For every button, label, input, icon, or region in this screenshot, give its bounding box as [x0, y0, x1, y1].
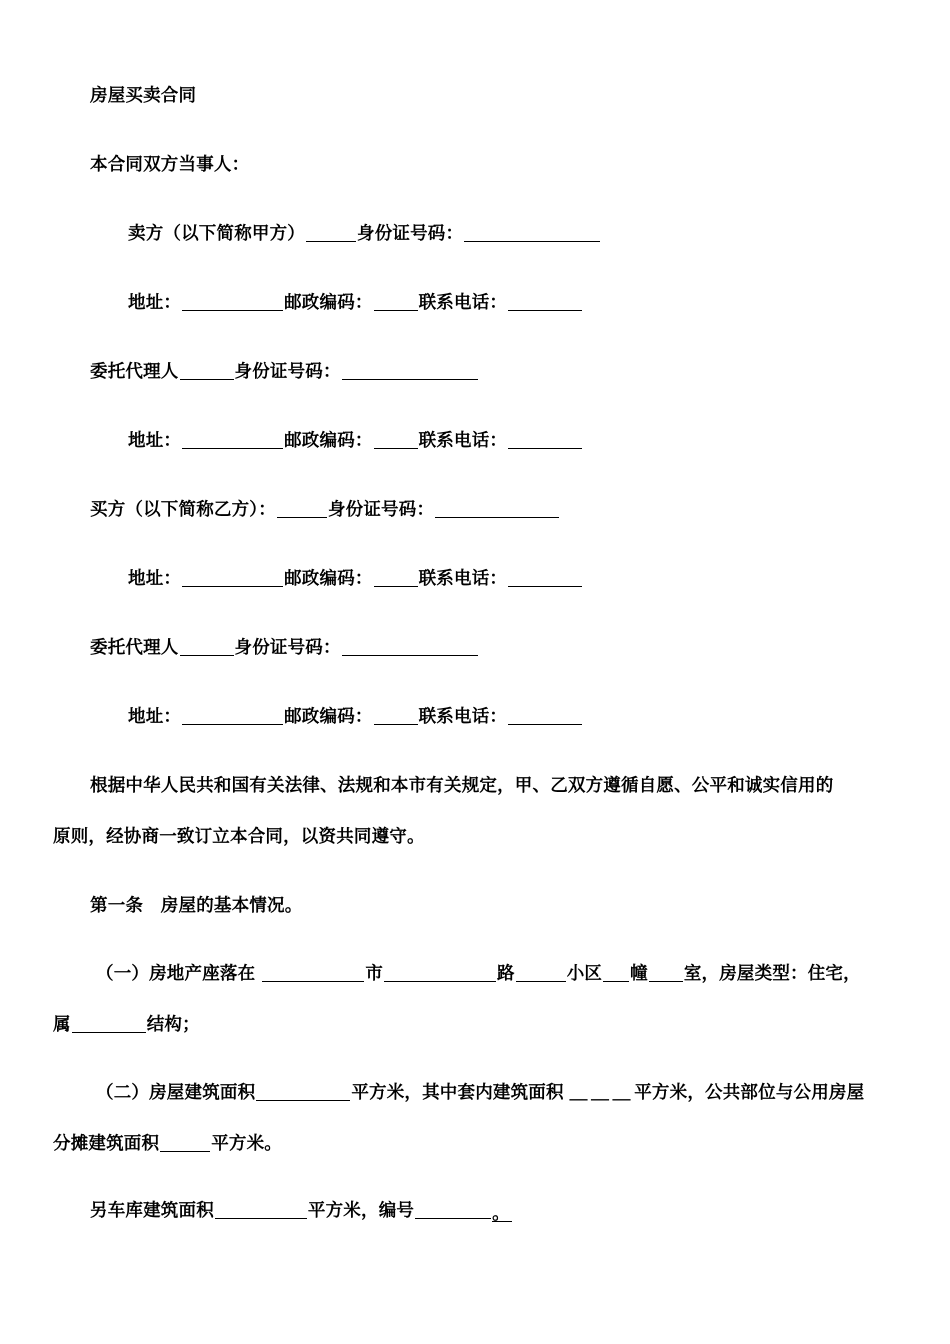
- road-label: 路: [497, 964, 515, 984]
- seller-line: [128, 223, 601, 245]
- preamble-line-1: [90, 775, 833, 797]
- garage-number-blank: [415, 1200, 491, 1219]
- agent-name-blank: [180, 361, 234, 380]
- city-label: 市: [365, 964, 384, 984]
- preamble-text: 根据中华人民共和国有关法律、法规和本市有关规定，甲、乙双方遵循自愿、公平和诚实信用的: [90, 776, 834, 796]
- garage-unit: 平方米，编号: [307, 1201, 415, 1221]
- buyer-label: 买方（以下简称乙方）：: [90, 500, 276, 520]
- structure-prefix: 属: [53, 1015, 71, 1035]
- parties-heading-text: 本合同双方当事人：: [90, 155, 250, 175]
- shared-area-blank: [160, 1133, 210, 1152]
- phone-blank: [508, 292, 582, 311]
- preamble-text: 原则，经协商一致订立本合同，以资共同遵守。: [53, 827, 425, 847]
- postcode-label: 邮政编码：: [284, 707, 373, 727]
- location-blank: [262, 963, 364, 982]
- phone-label: 联系电话：: [418, 707, 508, 727]
- unit-label: 平方米。: [211, 1134, 283, 1154]
- address-label: 地址：: [128, 569, 182, 589]
- address-blank: [182, 292, 283, 311]
- buyer-id-label: 身份证号码：: [327, 500, 435, 520]
- clause2-prefix: （二）房屋建筑面积: [96, 1083, 256, 1103]
- postcode-label: 邮政编码：: [284, 293, 373, 313]
- postcode-blank: [374, 706, 418, 725]
- agent-label: 委托代理人: [90, 362, 179, 382]
- room-label: 室，房屋类型：住宅，: [683, 964, 861, 984]
- seller-id-blank: [464, 223, 600, 242]
- clause2-line-1: [96, 1082, 864, 1104]
- parties-heading: [90, 154, 249, 176]
- buyer-line: [90, 499, 560, 521]
- buyer-agent-address-line: [128, 706, 583, 728]
- address-blank: [182, 430, 283, 449]
- address-blank: [182, 568, 283, 587]
- agent-id-label: 身份证号码：: [234, 362, 341, 382]
- clause1-line-1: [96, 963, 861, 985]
- district-blank: [603, 963, 629, 982]
- garage-prefix: 另车库建筑面积: [90, 1201, 214, 1221]
- address-label: 地址：: [128, 707, 182, 727]
- garage-line: [90, 1200, 512, 1222]
- agent-id-label: 身份证号码：: [234, 638, 341, 658]
- phone-blank: [508, 568, 582, 587]
- clause1-prefix: （一）房地产座落在: [96, 964, 256, 984]
- postcode-blank: [374, 292, 418, 311]
- buyer-address-line: [128, 568, 583, 590]
- article1-heading: [90, 895, 302, 917]
- postcode-label: 邮政编码：: [284, 569, 373, 589]
- structure-label: 结构；: [146, 1015, 200, 1035]
- road-blank: [516, 963, 566, 982]
- preamble-line-2: [53, 826, 425, 848]
- structure-blank: [72, 1014, 146, 1033]
- building-label: 幢: [630, 964, 648, 984]
- district-label: 小区: [566, 964, 603, 984]
- phone-blank: [508, 706, 582, 725]
- agent-label: 委托代理人: [90, 638, 179, 658]
- agent-id-blank: [342, 361, 478, 380]
- garage-end: 。: [492, 1204, 510, 1224]
- seller-label: 卖方（以下简称甲方）: [128, 224, 305, 244]
- unit-label: 平方米，公共部位与公用房屋: [634, 1083, 865, 1103]
- city-blank: [384, 963, 496, 982]
- seller-agent-address-line: [128, 430, 583, 452]
- agent-name-blank: [180, 637, 234, 656]
- document-title: [90, 85, 196, 107]
- title-text: 房屋买卖合同: [90, 86, 197, 106]
- buyer-agent-line: [90, 637, 479, 659]
- inner-area-blank: ＿＿＿: [569, 1083, 635, 1103]
- seller-name-blank: [306, 223, 356, 242]
- agent-id-blank: [342, 637, 478, 656]
- address-label: 地址：: [128, 293, 182, 313]
- phone-label: 联系电话：: [418, 569, 508, 589]
- postcode-label: 邮政编码：: [284, 431, 373, 451]
- postcode-blank: [374, 568, 418, 587]
- article1-heading-text: 第一条 房屋的基本情况。: [90, 896, 303, 916]
- address-blank: [182, 706, 283, 725]
- phone-blank: [508, 430, 582, 449]
- building-area-blank: [256, 1082, 350, 1101]
- building-blank: [649, 963, 683, 982]
- seller-id-label: 身份证号码：: [357, 224, 464, 244]
- shared-area-prefix: 分摊建筑面积: [53, 1134, 160, 1154]
- buyer-id-blank: [435, 499, 559, 518]
- unit-label: 平方米，其中套内建筑面积: [351, 1083, 564, 1103]
- clause1-line-2: [53, 1014, 200, 1036]
- seller-address-line: [128, 292, 583, 314]
- clause2-line-2: [53, 1133, 282, 1155]
- postcode-blank: [374, 430, 418, 449]
- phone-label: 联系电话：: [418, 293, 508, 313]
- garage-area-blank: [215, 1200, 307, 1219]
- phone-label: 联系电话：: [418, 431, 508, 451]
- address-label: 地址：: [128, 431, 182, 451]
- buyer-name-blank: [277, 499, 327, 518]
- seller-agent-line: [90, 361, 479, 383]
